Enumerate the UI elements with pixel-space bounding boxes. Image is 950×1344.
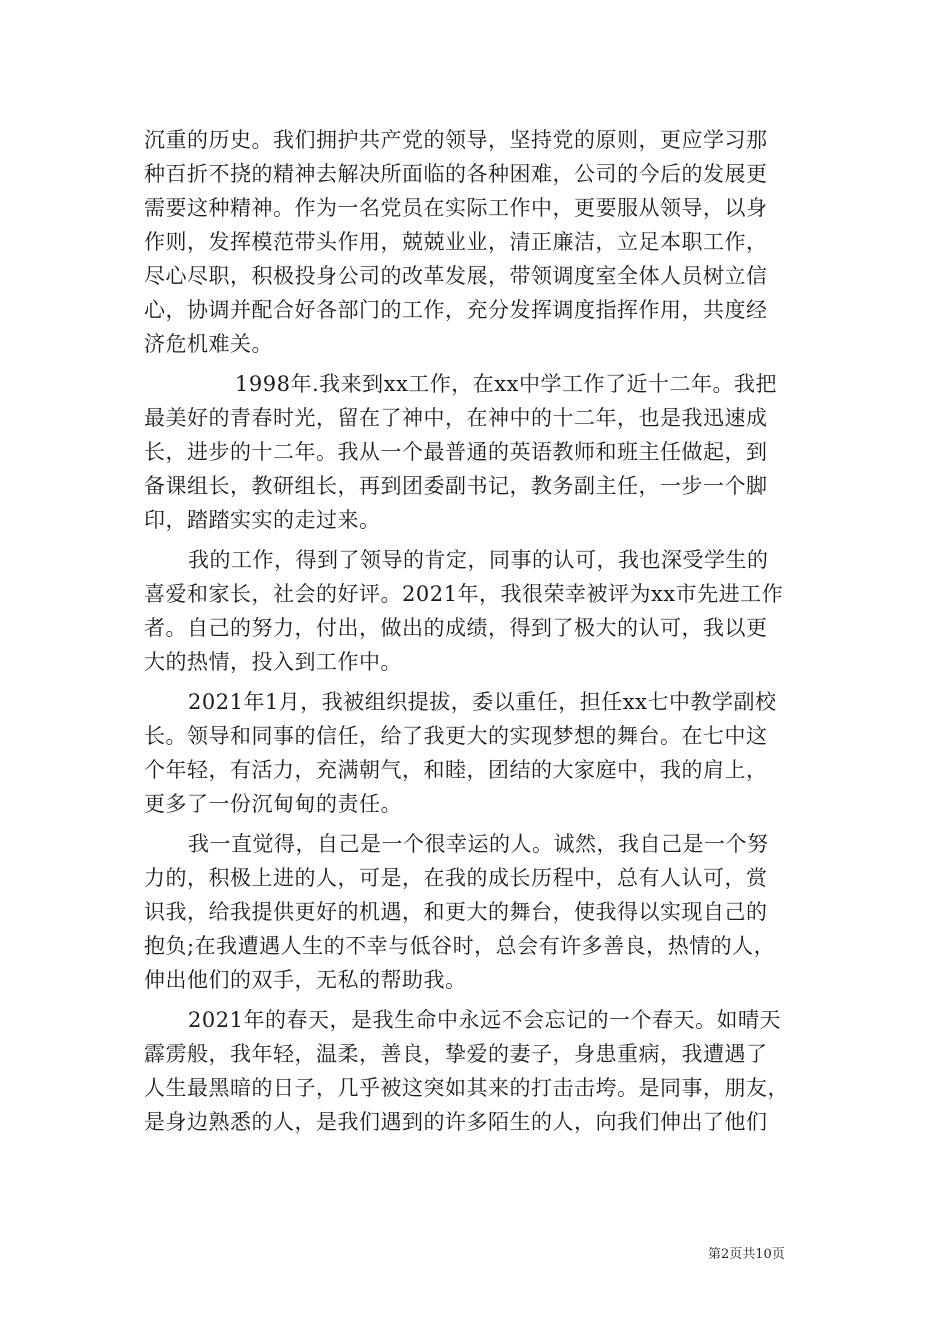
text-line: 者。自己的努力，付出，做出的成绩，得到了极大的认可，我以更 xyxy=(144,616,768,640)
text-line: 伸出他们的双手，无私的帮助我。 xyxy=(144,968,467,992)
text-line: 需要这种精神。作为一名党员在实际工作中，更要服从领导，以身 xyxy=(144,196,768,220)
text-line: 备课组长，教研组长，再到团委副书记，教务副主任，一步一个脚 xyxy=(144,474,768,498)
text-line: 个年轻，有活力，充满朝气，和睦，团结的大家庭中，我的肩上， xyxy=(144,758,768,782)
text-line: 霹雳般，我年轻，温柔，善良，挚爱的妻子，身患重病，我遭遇了 xyxy=(144,1042,768,1066)
text-line: 抱负;在我遭遇人生的不幸与低谷时，总会有许多善良，热情的人， xyxy=(144,934,776,958)
text-line: 更多了一份沉甸甸的责任。 xyxy=(144,792,402,816)
page-number: 第2页共10页 xyxy=(708,1247,785,1262)
text-line: 长。领导和同事的信任，给了我更大的实现梦想的舞台。在七中这 xyxy=(144,724,768,748)
text-line: 尽心尽职，积极投身公司的改革发展，带领调度室全体人员树立信 xyxy=(144,264,768,288)
text-line: 沉重的历史。我们拥护共产党的领导，坚持党的原则，更应学习那 xyxy=(144,128,768,152)
text-line: 心，协调并配合好各部门的工作，充分发挥调度指挥作用，共度经 xyxy=(144,298,768,322)
text-line: 大的热情，投入到工作中。 xyxy=(144,650,402,674)
text-line: 我的工作，得到了领导的肯定，同事的认可，我也深受学生的 xyxy=(188,548,769,572)
text-line: 是身边熟悉的人，是我们遇到的许多陌生的人，向我们伸出了他们 xyxy=(144,1110,768,1134)
text-line: 我一直觉得，自己是一个很幸运的人。诚然，我自己是一个努 xyxy=(188,832,769,856)
text-line: 人生最黑暗的日子，几乎被这突如其来的打击击垮。是同事，朋友， xyxy=(144,1076,789,1100)
text-line: 力的，积极上进的人，可是，在我的成长历程中，总有人认可，赏 xyxy=(144,866,768,890)
text-line: 种百折不挠的精神去解决所面临的各种困难，公司的今后的发展更 xyxy=(144,162,768,186)
text-line: 印，踏踏实实的走过来。 xyxy=(144,508,381,532)
text-line: 识我，给我提供更好的机遇，和更大的舞台，使我得以实现自己的 xyxy=(144,900,768,924)
text-line: 喜爱和家长，社会的好评。2021年，我很荣幸被评为xx市先进工作 xyxy=(144,582,784,606)
text-line: 2021年的春天，是我生命中永远不会忘记的一个春天。如晴天 xyxy=(188,1008,781,1032)
text-line: 长，进步的十二年。我从一个最普通的英语教师和班主任做起，到 xyxy=(144,440,768,464)
text-line: 最美好的青春时光，留在了神中，在神中的十二年，也是我迅速成 xyxy=(144,406,768,430)
text-line: 作则，发挥模范带头作用，兢兢业业，清正廉洁，立足本职工作， xyxy=(144,230,768,254)
text-line: 济危机难关。 xyxy=(144,332,273,356)
text-line: 2021年1月，我被组织提拔，委以重任，担任xx七中教学副校 xyxy=(188,690,777,714)
text-line: 1998年.我来到xx工作，在xx中学工作了近十二年。我把 xyxy=(235,372,777,396)
